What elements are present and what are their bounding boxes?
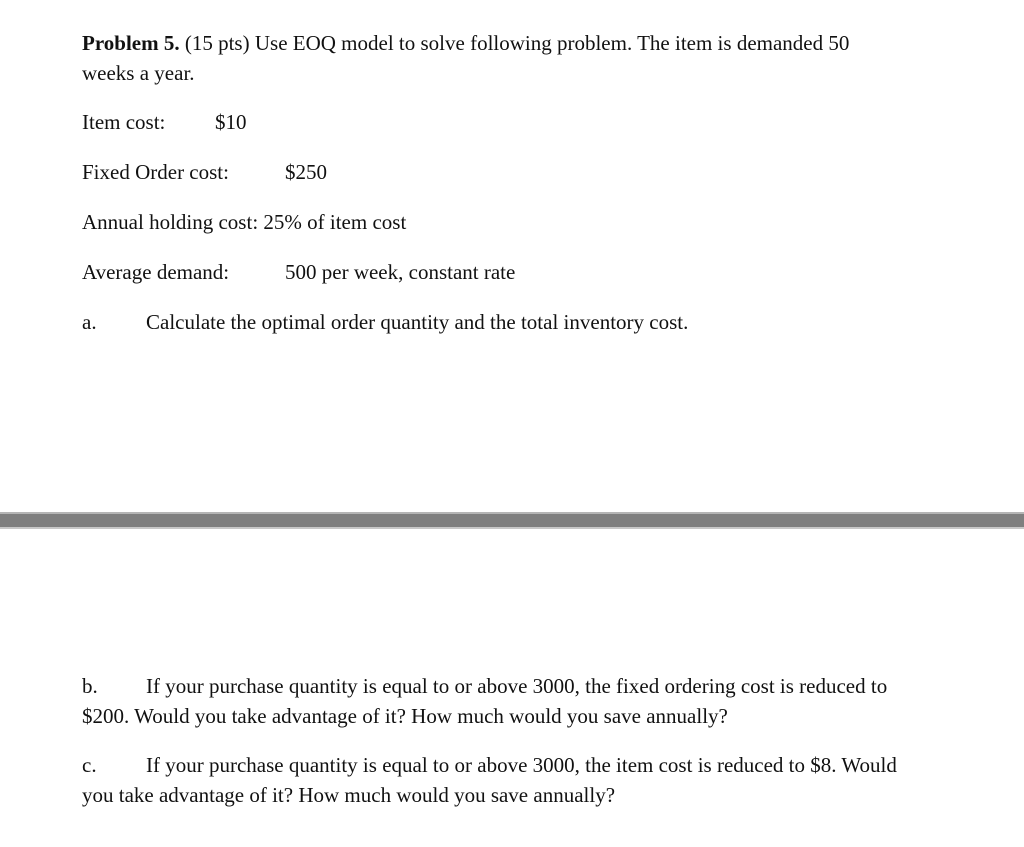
fixed-order-cost-value: $250	[285, 160, 327, 184]
problem-title: Problem 5.	[82, 31, 180, 55]
part-b-text-line2: $200. Would you take advantage of it? How much would you save annually?	[82, 704, 728, 728]
part-c-text-line1: If your purchase quantity is equal to or above 3000, the item cost is reduced to $8. Would	[146, 753, 897, 777]
average-demand-value: 500 per week, constant rate	[285, 260, 516, 284]
part-a-label: a.	[82, 310, 97, 334]
part-c-text-line2: you take advantage of it? How much would you save annually?	[82, 783, 616, 807]
problem-intro-line1: (15 pts) Use EOQ model to solve following problem. The item is demanded 50	[179, 31, 850, 55]
average-demand-label: Average demand:	[82, 260, 230, 284]
problem-intro-line2: weeks a year.	[82, 61, 195, 85]
part-a-text: Calculate the optimal order quantity and the total inventory cost.	[146, 310, 689, 334]
part-b-label: b.	[82, 674, 98, 698]
item-cost-value: $10	[215, 110, 247, 134]
fixed-order-cost-label: Fixed Order cost:	[82, 160, 229, 184]
part-c-label: c.	[82, 753, 97, 777]
item-cost-label: Item cost:	[82, 110, 166, 134]
holding-cost-text: Annual holding cost: 25% of item cost	[82, 210, 407, 234]
part-b-text-line1: If your purchase quantity is equal to or above 3000, the fixed ordering cost is reduced to	[146, 674, 888, 698]
problem-heading-line	[82, 30, 849, 56]
page-break-divider	[0, 512, 1024, 529]
item-cost-row	[82, 109, 165, 135]
